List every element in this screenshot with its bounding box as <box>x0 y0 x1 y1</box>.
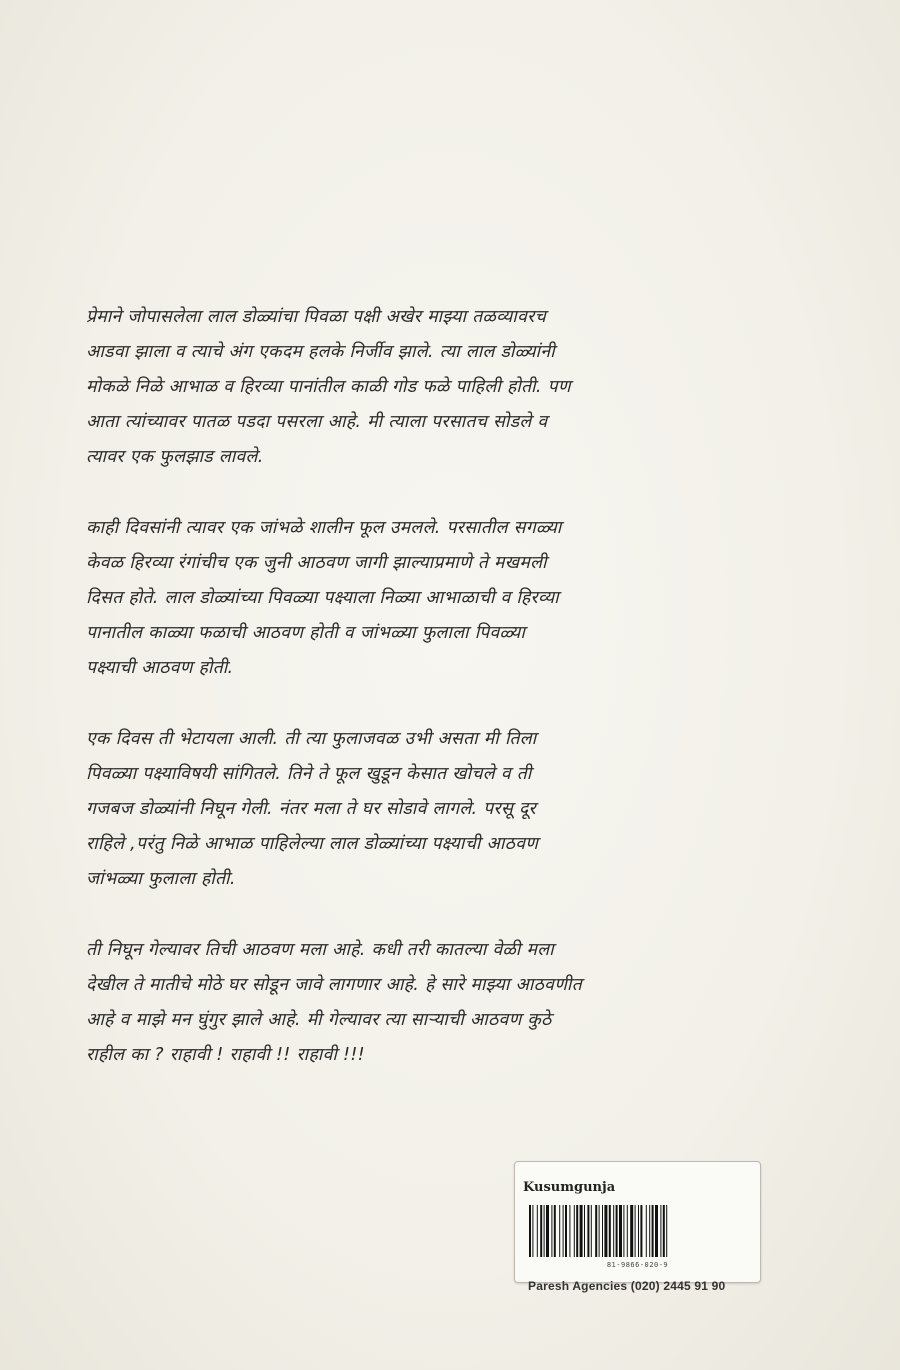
text-line: केवळ हिरव्या रंगांचीच एक जुनी आठवण जागी झाल्याप्रमाणे ते मखमली <box>86 553 547 573</box>
text-line: ती निघून गेल्यावर तिची आठवण मला आहे. कधी तरी कातल्या वेळी मला <box>86 940 554 960</box>
text-line: आहे व माझे मन घुंगुर झाले आहे. मी गेल्यावर त्या साऱ्याची आठवण कुठे <box>86 1010 552 1030</box>
text-line: देखील ते मातीचे मोठे घर सोडून जावे लागणार आहे. हे सारे माझ्या आठवणीत <box>86 975 582 995</box>
text-line: राहील का ? राहावी ! राहावी !! राहावी !!! <box>86 1045 365 1065</box>
text-line: राहिले ,परंतु निळे आभाळ पाहिलेल्या लाल डोळ्यांच्या पक्ष्याची आठवण <box>86 834 539 854</box>
text-line: प्रेमाने जोपासलेला लाल डोळ्यांचा पिवळा पक्षी अखेर माझ्या तळव्यावरच <box>86 307 546 327</box>
text-line: गजबज डोळ्यांनी निघून गेली. नंतर मला ते घर सोडावे लागले. परसू दूर <box>86 799 536 819</box>
barcode-number: 81-9866-020-9 <box>606 1261 669 1269</box>
text-line: पक्ष्याची आठवण होती. <box>86 658 234 678</box>
text-line: आडवा झाला व त्याचे अंग एकदम हलके निर्जीव झाले. त्या लाल डोळ्यांनी <box>86 342 555 362</box>
text-line: दिसत होते. लाल डोळ्यांच्या पिवळ्या पक्ष्याला निळ्या आभाळाची व हिरव्या <box>86 588 559 608</box>
text-line: मोकळे निळे आभाळ व हिरव्या पानांतील काळी गोड फळे पाहिली होती. पण <box>86 377 571 397</box>
text-line: आता त्यांच्यावर पातळ पडदा पसरला आहे. मी त्याला परसातच सोडले व <box>86 412 548 432</box>
paragraph-3 <box>86 722 776 897</box>
text-line: जांभळ्या फुलाला होती. <box>86 869 236 889</box>
text-line: काही दिवसांनी त्यावर एक जांभळे शालीन फूल उमलले. परसातील सगळ्या <box>86 518 562 538</box>
price-label-sticker <box>514 1161 761 1283</box>
text-line: पिवळ्या पक्ष्याविषयी सांगितले. तिने ते फूल खुडून केसात खोचले व ती <box>86 764 532 784</box>
paragraph-2 <box>86 511 776 686</box>
text-line: त्यावर एक फुलझाड लावले. <box>86 447 264 467</box>
text-line: पानातील काळ्या फळाची आठवण होती व जांभळ्या फुलाला पिवळ्या <box>86 623 526 643</box>
distributor-text: Paresh Agencies (020) 2445 91 90 <box>528 1279 726 1293</box>
barcode-icon <box>527 1205 747 1257</box>
text-line: एक दिवस ती भेटायला आली. ती त्या फुलाजवळ उभी असता मी तिला <box>86 729 537 749</box>
blurb-text <box>86 300 776 1109</box>
paragraph-1 <box>86 300 776 475</box>
paragraph-4 <box>86 933 776 1073</box>
sticker-title: Kusumgunja <box>523 1180 616 1195</box>
